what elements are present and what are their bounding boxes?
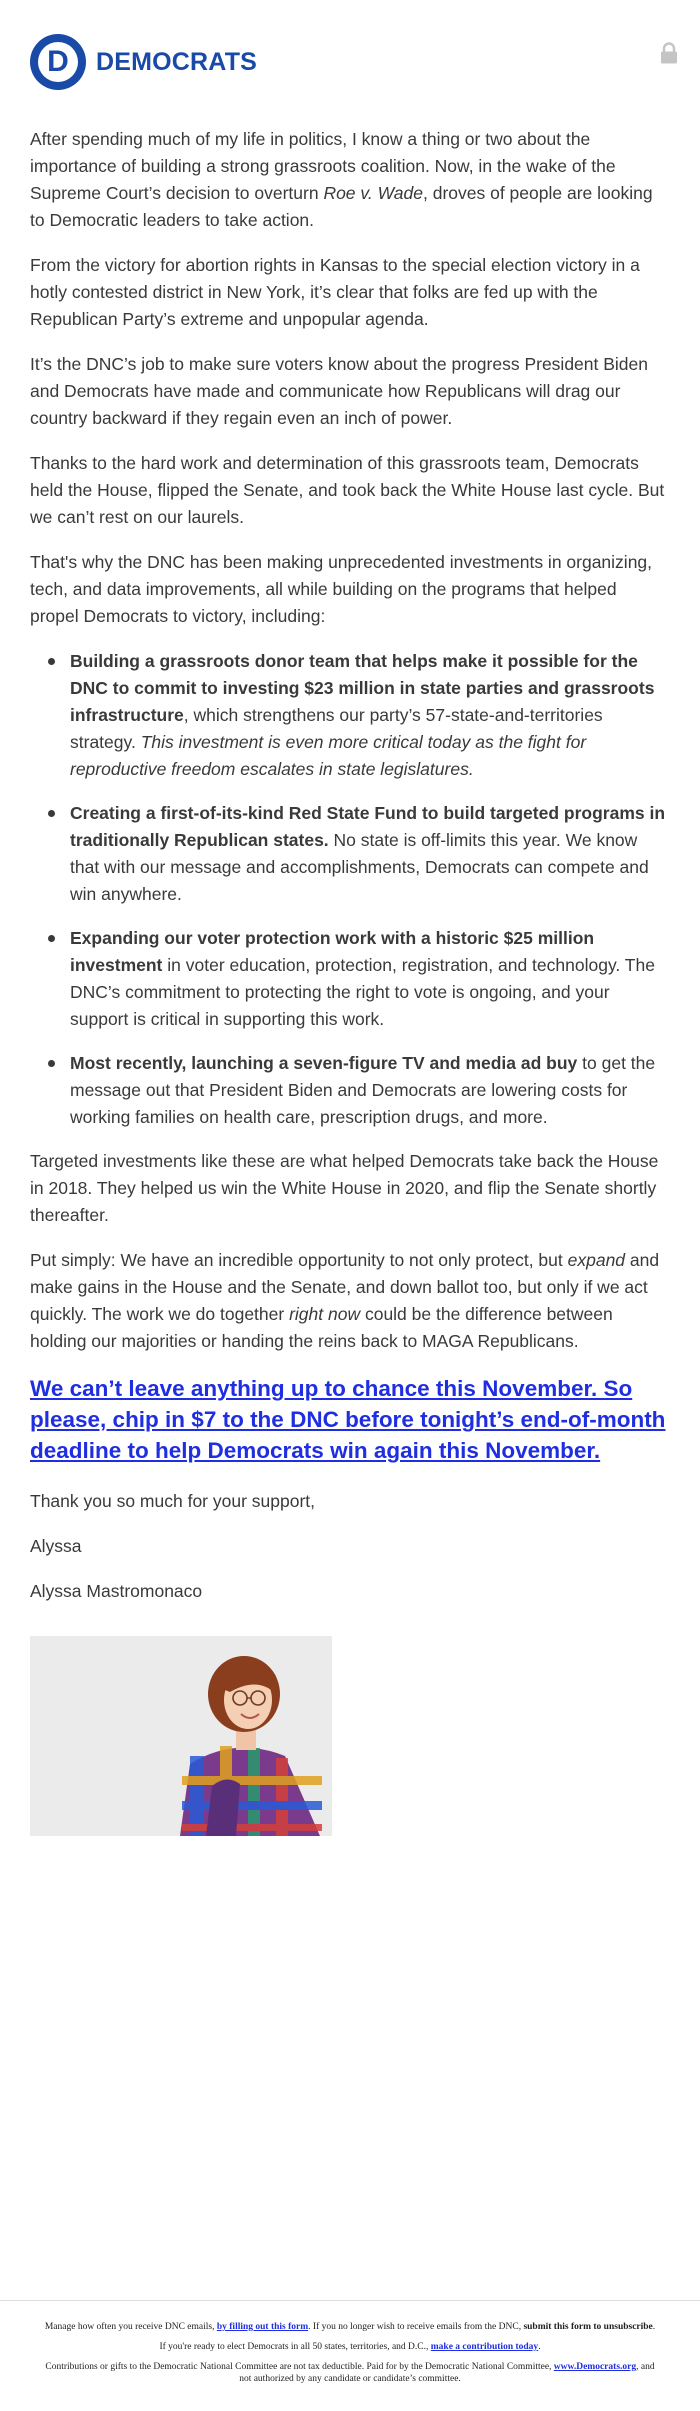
paragraph-intro: After spending much of my life in politics, I know a thing or two about the importance of building a strong grassroots coalition. Now, in the wake of the Supreme Court’s decision to overturn Roe v. Wade, droves of people are looking to Democratic leaders to take action. [30,129,653,230]
investments-list [30,648,670,1131]
email-footer [0,2300,700,2393]
paragraph-targeted: Targeted investments like these are what helped Democrats take back the House in 2018. They helped us win the White House in 2020, and flip the Senate shortly thereafter. [30,1151,659,1225]
footer-manage-line: Manage how often you receive DNC emails, by filling out this form. If you no longer wish to receive emails from the DNC, submit this form to unsubscribe. [44,2322,656,2332]
manage-emails-link[interactable]: by filling out this form [216,2322,309,2332]
email-header [30,34,680,94]
signer-portrait-illustration [30,1636,332,1836]
thanks-line: Thank you so much for your support, [30,1491,315,1511]
list-item: Building a grassroots donor team that helps make it possible for the DNC to commit to investing $23 million in state parties and grassroots infrastructure, which strengthens our party’s 57-state-and-territories strategy. This investment is even more critical today as the fight for reproductive freedom escalates in state legislatures. [70,648,670,783]
paragraph-victories: From the victory for abortion rights in Kansas to the special election victory in a hotly contested district in New York, it’s clear that folks are fed up with the Republican Party’s extreme and unpopular agenda. [30,255,640,329]
paragraph-grassroots: Thanks to the hard work and determination of this grassroots team, Democrats held the House, flipped the Senate, and took back the White House last cycle. But we can’t rest on our laurels. [30,453,665,527]
paragraph-investments: That's why the DNC has been making unprecedented investments in organizing, tech, and data improvements, all while building on the programs that helped propel Democrats to victory, including: [30,552,653,626]
list-item: Creating a first-of-its-kind Red State Fund to build targeted programs in traditionally Republican states. No state is off-limits this year. We know that with our message and accomplishments, Democrats can compete and win anywhere. [70,800,670,908]
list-item: Expanding our voter protection work with a historic $25 million investment in voter education, protection, registration, and technology. The DNC’s commitment to protecting the right to vote is ongoing, and your support is critical in supporting this work. [70,925,670,1033]
signer-photo [30,1636,332,1836]
unsubscribe-link[interactable]: submit this form to unsubscribe [523,2322,653,2332]
paragraph-dnc-job: It’s the DNC’s job to make sure voters know about the progress President Biden and Democrats have made and communicate how Republicans will drag our country backward if they regain even an inch of power. [30,354,649,428]
logo-wordmark: DEMOCRATS [96,47,258,76]
footer-disclaimer: Contributions or gifts to the Democratic National Committee are not tax deductible. Paid for by the Democratic National Committee, www.Democrats.org, and not authorized by any candidate or candidate’s committee. [45,2362,655,2384]
democrats-org-link[interactable]: www.Democrats.org [553,2362,637,2372]
footer-contribute-line: If you're ready to elect Democrats in all 50 states, territories, and D.C., make a contribution today. [159,2342,541,2352]
email-body [30,126,670,1623]
donate-cta-link[interactable]: We can’t leave anything up to chance this November. So please, chip in $7 to the DNC before tonight’s end-of-month deadline to help Democrats win again this November. [30,1376,666,1463]
signature-full-name: Alyssa Mastromonaco [30,1581,203,1601]
signature-first-name: Alyssa [30,1536,82,1556]
roe-v-wade-emphasis: Roe v. Wade [323,183,423,203]
democrats-logo[interactable] [30,34,257,90]
list-item: Most recently, launching a seven-figure TV and media ad buy to get the message out that President Biden and Democrats are lowering costs for working families on health care, prescription drugs, and more. [70,1050,670,1131]
contribute-link[interactable]: make a contribution today [430,2342,539,2352]
paragraph-put-simply: Put simply: We have an incredible opportunity to not only protect, but expand and make gains in the House and the Senate, and down ballot too, but only if we act quickly. The work we do together right now could be the difference between holding our majorities or handing the reins back to MAGA Republicans. [30,1250,660,1351]
democrats-d-icon: D [30,34,86,90]
lock-icon [660,42,678,64]
